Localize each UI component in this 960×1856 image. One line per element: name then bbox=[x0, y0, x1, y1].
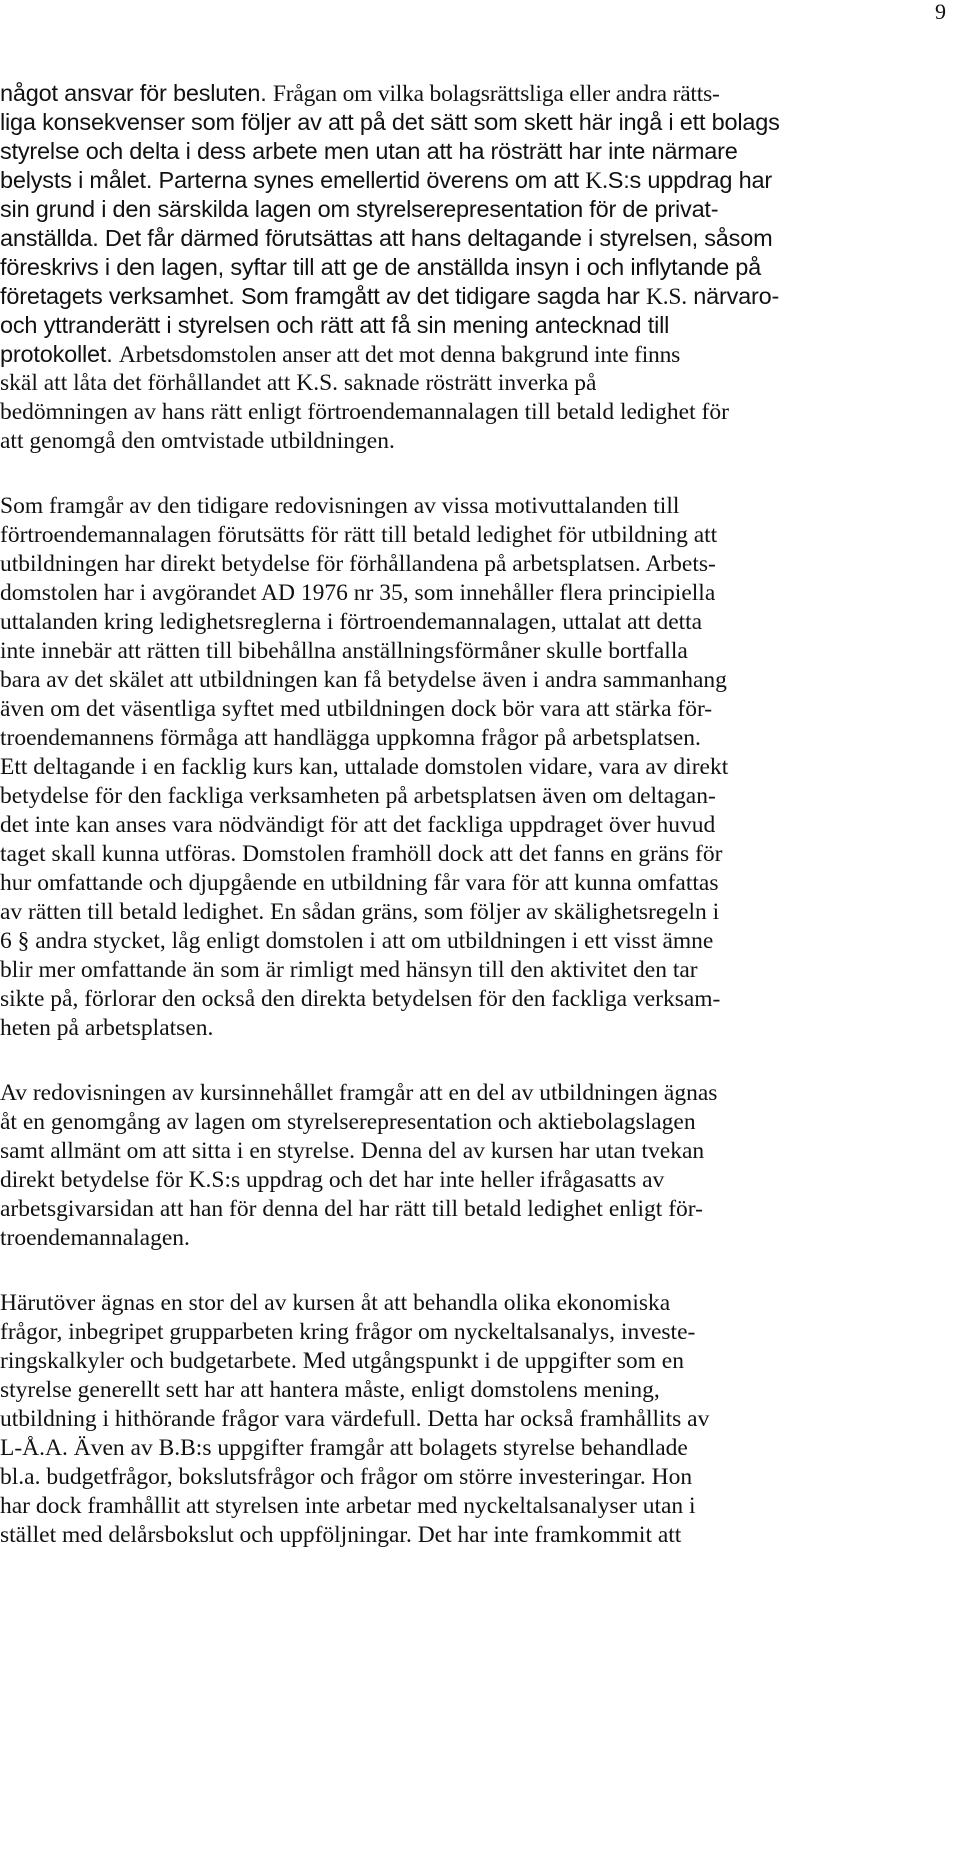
text-line: betydelse för den fackliga verksamheten på arbetsplatsen även om deltagan- bbox=[0, 783, 716, 809]
text-line bbox=[0, 165, 772, 196]
text-line-part: anställda. Det får därmed förutsättas att hans deltagande i styrelsen, såsom bbox=[0, 225, 773, 251]
text-line: sin grund i den särskilda lagen om styrelserepresentation för de privat- bbox=[0, 196, 719, 222]
text-line: hur omfattande och djupgående en utbildning får vara för att kunna omfattas bbox=[0, 870, 719, 896]
text-line: 6 § andra stycket, låg enligt domstolen i att om utbildningen i ett visst ämne bbox=[0, 928, 714, 954]
text-line-part: S:s uppdrag har bbox=[607, 167, 772, 193]
text-line: taget skall kunna utföras. Domstolen framhöll dock att det fanns en gräns för bbox=[0, 841, 723, 867]
text-line: att genomgå den omtvistade utbildningen. bbox=[0, 428, 395, 454]
text-line: det inte kan anses vara nödvändigt för att det fackliga uppdraget över huvud bbox=[0, 812, 716, 838]
text-line: Av redovisningen av kursinnehållet framgår att en del av utbildningen ägnas bbox=[0, 1080, 718, 1106]
text-line: har dock framhållit att styrelsen inte arbetar med nyckeltalsanalyser utan i bbox=[0, 1493, 696, 1519]
text-line: utbildningen har direkt betydelse för förhållandena på arbetsplatsen. Arbets- bbox=[0, 551, 716, 577]
text-line-part: företagets verksamhet. Som framgått av det tidigare sagda har bbox=[0, 283, 646, 309]
text-line: Som framgår av den tidigare redovisningen av vissa motivuttalanden till bbox=[0, 493, 680, 519]
text-line: stället med delårsbokslut och uppföljningar. Det har inte framkommit att bbox=[0, 1522, 682, 1548]
text-line: bl.a. budgetfrågor, bokslutsfrågor och frågor om större investeringar. Hon bbox=[0, 1464, 693, 1490]
text-line: av rätten till betald ledighet. En sådan gräns, som följer av skälighetsregeln i bbox=[0, 899, 720, 925]
text-line: bara av det skälet att utbildningen kan få betydelse även i andra sammanhang bbox=[0, 667, 727, 693]
text-line: heten på arbetsplatsen. bbox=[0, 1015, 214, 1041]
text-line-part: K.S. bbox=[645, 284, 687, 310]
text-line: blir mer omfattande än som är rimligt med hänsyn till den aktivitet den tar bbox=[0, 957, 698, 983]
text-line: domstolen har i avgörandet AD 1976 nr 35, som innehåller flera principiella bbox=[0, 580, 716, 606]
text-line: sikte på, förlorar den också den direkta betydelsen för den fackliga verksam- bbox=[0, 986, 721, 1012]
text-line: arbetsgivarsidan att han för denna del har rätt till betald ledighet enligt för- bbox=[0, 1196, 703, 1222]
text-line bbox=[0, 281, 779, 312]
text-line: L-Å.A. Även av B.B:s uppgifter framgår att bolagets styrelse behandlade bbox=[0, 1435, 688, 1461]
text-line-part: belysts i målet. Parterna synes emellertid överens om att bbox=[0, 167, 586, 193]
text-line: ringskalkyler och budgetarbete. Med utgångspunkt i de uppgifter som en bbox=[0, 1348, 684, 1374]
text-line: bedömningen av hans rätt enligt förtroendemannalagen till betald ledighet för bbox=[0, 399, 729, 425]
text-line: uttalanden kring ledighetsreglerna i förtroendemannalagen, uttalat att detta bbox=[0, 609, 703, 635]
text-line-part: Frågan om vilka bolagsrättsliga eller andra rätts- bbox=[272, 81, 720, 107]
text-line: styrelse generellt sett har att hantera måste, enligt domstolens mening, bbox=[0, 1377, 660, 1403]
text-line: Ett deltagande i en facklig kurs kan, uttalade domstolen vidare, vara av direkt bbox=[0, 754, 729, 780]
text-line: liga konsekvenser som följer av att på det sätt som skett här ingå i ett bolags bbox=[0, 109, 780, 135]
text-line: föreskrivs i den lagen, syftar till att ge de anställda insyn i och inflytande på bbox=[0, 254, 762, 280]
text-line: och yttranderätt i styrelsen och rätt att få sin mening antecknad till bbox=[0, 312, 670, 338]
text-line: troendemannalagen. bbox=[0, 1225, 190, 1251]
text-line: samt allmänt om att sitta i en styrelse. Denna del av kursen har utan tvekan bbox=[0, 1138, 705, 1164]
page-number: 9 bbox=[935, 0, 946, 24]
text-line-part: närvaro- bbox=[686, 283, 780, 309]
text-line-part: Arbetsdomstolen anser att det mot denna bakgrund inte finns bbox=[118, 342, 681, 368]
text-line: skäl att låta det förhållandet att K.S. saknade rösträtt inverka på bbox=[0, 370, 597, 396]
text-line-part: något ansvar för besluten. bbox=[0, 80, 273, 106]
text-line: inte innebär att rätten till bibehållna anställningsförmåner skulle bortfalla bbox=[0, 638, 688, 664]
text-line bbox=[0, 78, 720, 109]
text-line: åt en genomgång av lagen om styrelserepresentation och aktiebolagslagen bbox=[0, 1109, 696, 1135]
text-line bbox=[0, 339, 680, 370]
text-line: utbildning i hithörande frågor vara värdefull. Detta har också framhållits av bbox=[0, 1406, 710, 1432]
text-line: Härutöver ägnas en stor del av kursen åt att behandla olika ekonomiska bbox=[0, 1290, 671, 1316]
text-line bbox=[0, 223, 772, 253]
text-line: direkt betydelse för K.S:s uppdrag och det har inte heller ifrågasatts av bbox=[0, 1167, 665, 1193]
text-line: förtroendemannalagen förutsätts för rätt till betald ledighet för utbildning att bbox=[0, 522, 718, 548]
text-line: frågor, inbegripet grupparbeten kring frågor om nyckeltalsanalys, investe- bbox=[0, 1319, 696, 1345]
text-line: även om det väsentliga syftet med utbildningen dock bör vara att stärka för- bbox=[0, 696, 713, 722]
text-line-part: protokollet. bbox=[0, 341, 119, 367]
text-line: styrelse och delta i dess arbete men utan att ha rösträtt har inte närmare bbox=[0, 138, 738, 164]
text-line-part: K. bbox=[585, 168, 608, 194]
text-line: troendemannens förmåga att handlägga uppkomna frågor på arbetsplatsen. bbox=[0, 725, 701, 751]
